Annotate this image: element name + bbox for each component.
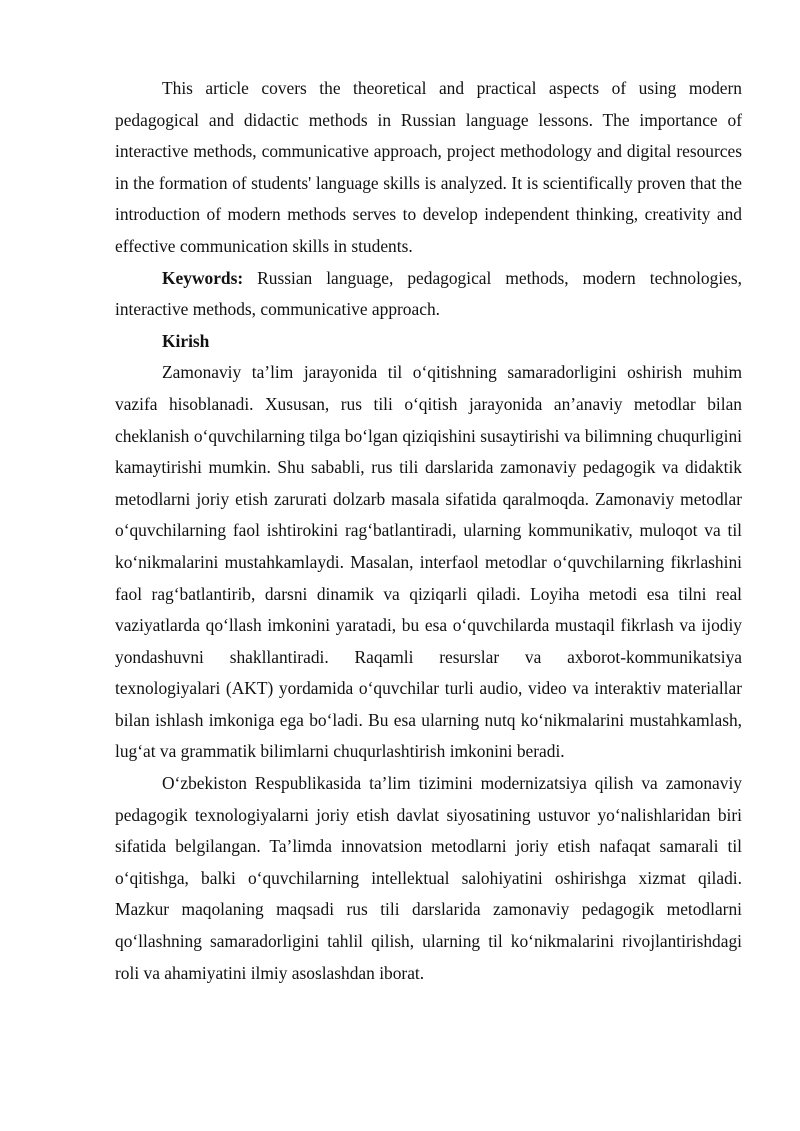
keywords-text: Russian language, pedagogical methods, modern technologies, interactive methods, communicative approach. [115, 267, 742, 320]
intro-paragraph-2: O‘zbekiston Respublikasida ta’lim tizimini modernizatsiya qilish va zamonaviy pedagogik texnologiyalarni joriy etish davlat siyosatining ustuvor yo‘nalishlaridan biri sifatida belgilangan. Ta’limda innovatsion metodlarni joriy etish nafaqat samarali til o‘qitishga, balki o‘quvchilarning intellektual salohiyatini oshirishga xizmat qiladi. Mazkur maqolaning maqsadi rus tili darslarida zamonaviy pedagogik metodlarni qo‘llashning samaradorligini tahlil qilish, ularning til ko‘nikmalarini rivojlantirishdagi roli va ahamiyatini ilmiy asoslashdan iborat. [115, 773, 742, 983]
keywords-paragraph [115, 263, 742, 326]
intro-paragraph-1: Zamonaviy ta’lim jarayonida til o‘qitishning samaradorligini oshirish muhim vazifa hisoblanadi. Xususan, rus tili o‘qitish jarayonida an’anaviy metodlar bilan cheklanish o‘quvchilarning tilga bo‘lgan qiziqishini susaytirishi va bilimning chuqurligini kamaytirishi mumkin. Shu sababli, rus tili darslarida zamonaviy pedagogik va didaktik metodlarni joriy etish zarurati dolzarb masala sifatida qaralmoqda. Zamonaviy metodlar o‘quvchilarning faol ishtirokini rag‘batlantiradi, ularning kommunikativ, muloqot va til ko‘nikmalarini mustahkamlaydi. Masalan, interfaol metodlar o‘quvchilarning fikrlashini faol rag‘batlantirib, darsni dinamik va qiziqarli qiladi. Loyiha metodi esa tilni real vaziyatlarda qo‘llash imkonini yaratadi, bu esa o‘quvchilarda mustaqil fikrlash va ijodiy yondashuvni shakllantiradi. Raqamli resurslar va axborot-kommunikatsiya texnologiyalari (AKT) yordamida o‘quvchilar turli audio, video va interaktiv materiallar bilan ishlash imkoniga ega bo‘ladi. Bu esa ularning nutq ko‘nikmalarini mustahkamlash, lug‘at va grammatik bilimlarni chuqurlashtirish imkonini beradi. [115, 362, 742, 762]
abstract-paragraph: This article covers the theoretical and practical aspects of using modern pedagogical and didactic methods in Russian language lessons. The importance of interactive methods, communicative approach, project methodology and digital resources in the formation of students' language skills is analyzed. It is scientifically proven that the introduction of modern methods serves to develop independent thinking, creativity and effective communication skills in students. [115, 78, 742, 256]
keywords-label: Keywords: [162, 267, 244, 288]
document-body [115, 73, 742, 989]
section-heading: Kirish [162, 330, 210, 351]
